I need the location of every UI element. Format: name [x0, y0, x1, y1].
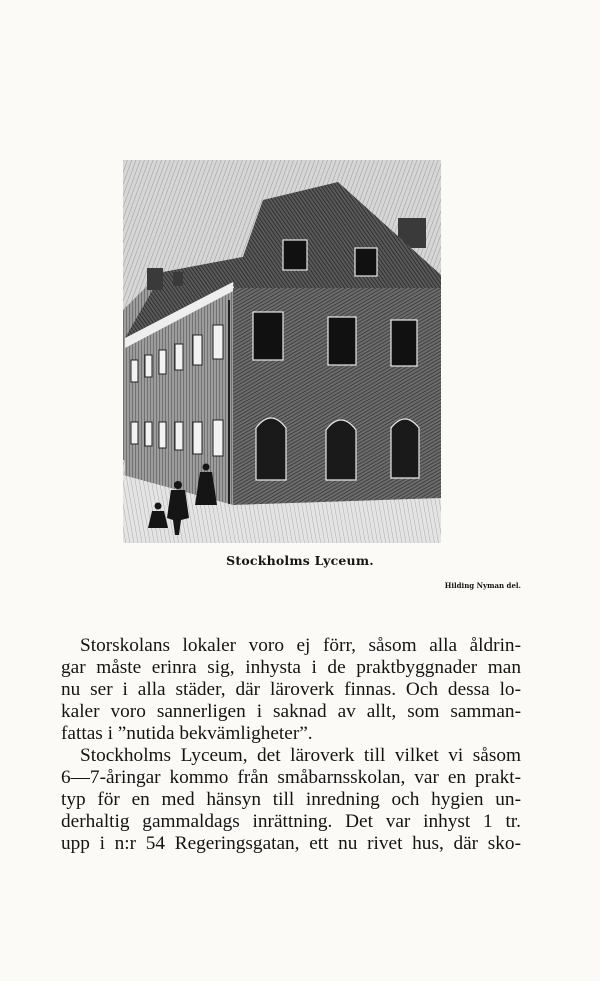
arched-windows — [256, 418, 419, 480]
building-engraving — [123, 160, 441, 543]
text-line: upp i n:r 54 Regeringsgatan, ett nu rivet hus, där sko- — [61, 833, 521, 854]
illustrator-credit: Hilding Nyman del. — [444, 581, 521, 590]
text-line: derhaltig gammaldags inrättning. Det var inhyst 1 tr. — [61, 811, 521, 832]
text-line: typ för en med hänsyn till inredning och hygien un- — [61, 789, 521, 810]
chimney-middle — [173, 272, 183, 286]
text-line: nu ser i alla städer, där läroverk finnas. Och dessa lo- — [61, 679, 521, 700]
text-line: 6—7-åringar kommo från småbarnsskolan, var en prakt- — [61, 767, 521, 788]
building-illustration — [123, 160, 441, 543]
text-line: gar måste erinra sig, inhysta i de praktbyggnader man — [61, 657, 521, 678]
text-line: fattas i ”nutida bekvämligheter”. — [61, 723, 313, 744]
chimney-left — [147, 268, 163, 290]
figure-caption: Stockholms Lyceum. — [226, 553, 374, 568]
text-line: Stockholms Lyceum, det läroverk till vilket vi såsom — [80, 745, 521, 766]
text-line: Storskolans lokaler voro ej förr, såsom alla åldrin- — [80, 635, 521, 656]
text-line: kaler voro sannerligen i saknad av allt, som samman- — [61, 701, 521, 722]
body-text — [61, 635, 521, 855]
